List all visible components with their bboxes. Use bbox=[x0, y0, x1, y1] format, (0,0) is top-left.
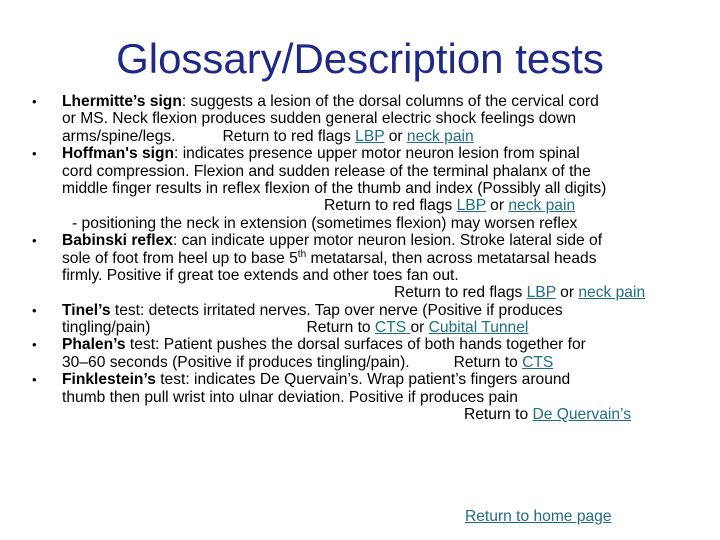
link-cts[interactable]: CTS bbox=[374, 319, 411, 337]
text-line bbox=[62, 319, 704, 336]
or-text: or bbox=[555, 284, 579, 302]
list-item-finklestein bbox=[32, 371, 704, 423]
return-text: Return to red flags bbox=[324, 197, 457, 215]
description-text: test: indicates De Quervain’s. Wrap patient’s fingers around bbox=[155, 371, 571, 389]
description-text: test: detects irritated nerves. Tap over nerve (Positive if produces bbox=[110, 301, 563, 319]
or-text: or bbox=[410, 319, 429, 337]
list-item-phalen bbox=[32, 336, 704, 371]
description-text: 30–60 seconds (Positive if produces tingling/pain). bbox=[62, 353, 410, 371]
description-text: tingling/pain) bbox=[62, 319, 151, 337]
separator: : bbox=[172, 232, 182, 250]
term-hoffman: Hoffman's sign bbox=[62, 145, 175, 163]
text-line bbox=[62, 336, 704, 353]
or-text: or bbox=[485, 197, 509, 215]
return-text: Return to red flags bbox=[394, 284, 527, 302]
separator: : bbox=[174, 145, 183, 163]
or-text: or bbox=[384, 127, 407, 145]
description-text: indicates presence upper motor neuron lesion from spinal bbox=[182, 145, 580, 163]
link-neck-pain[interactable]: neck pain bbox=[578, 284, 646, 302]
text-line bbox=[62, 232, 704, 249]
link-cubital-tunnel[interactable]: Cubital Tunnel bbox=[428, 319, 529, 337]
list-item-tinel bbox=[32, 302, 704, 337]
bullet: • bbox=[32, 146, 37, 162]
text-line bbox=[62, 354, 704, 371]
return-text: Return to red flags bbox=[222, 127, 356, 145]
text-line bbox=[62, 250, 704, 267]
return-line bbox=[62, 197, 704, 214]
return-text: Return to bbox=[453, 353, 523, 371]
bullet: • bbox=[32, 94, 37, 109]
list-item-babinski bbox=[32, 232, 704, 302]
text-line bbox=[62, 371, 704, 388]
description-text: can indicate upper motor neuron lesion. Stroke lateral side of bbox=[181, 232, 603, 250]
superscript: th bbox=[297, 248, 307, 260]
bullet: • bbox=[32, 337, 37, 353]
term-tinel: Tinel’s bbox=[62, 301, 111, 319]
bullet: • bbox=[32, 372, 37, 388]
link-lbp[interactable]: LBP bbox=[355, 127, 385, 145]
note-line: - positioning the neck in extension (sometimes flexion) may worsen reflex bbox=[72, 214, 578, 232]
description-text: suggests a lesion of the dorsal columns of the cervical cord bbox=[190, 93, 599, 110]
link-lbp[interactable]: LBP bbox=[456, 197, 486, 215]
text-line bbox=[62, 93, 704, 110]
description-text: metatarsal, then across metatarsal heads bbox=[306, 249, 597, 267]
link-de-quervains[interactable]: De Quervain’s bbox=[532, 406, 632, 424]
text-line: thumb then pull wrist into ulnar deviation. Positive if produces pain bbox=[62, 388, 518, 406]
description-text: sole of foot from heel up to base 5 bbox=[62, 249, 298, 267]
term-finklestein: Finklestein’s bbox=[62, 371, 156, 389]
separator: : bbox=[181, 93, 191, 110]
home-page-link[interactable]: Return to home page bbox=[465, 508, 612, 525]
term-phalen: Phalen’s bbox=[62, 336, 126, 354]
text-line: firmly. Positive if great toe extends and other toes fan out. bbox=[62, 266, 459, 284]
list-item-lhermitte bbox=[32, 93, 704, 145]
bullet: • bbox=[32, 302, 37, 318]
text-line: or MS. Neck flexion produces sudden general electric shock feelings down bbox=[62, 110, 576, 128]
text-line: cord compression. Flexion and sudden release of the terminal phalanx of the bbox=[62, 162, 591, 180]
link-neck-pain[interactable]: neck pain bbox=[406, 127, 474, 145]
return-text: Return to bbox=[464, 406, 533, 424]
term-lhermitte: Lhermitte’s sign bbox=[62, 93, 182, 110]
bullet: • bbox=[32, 233, 37, 249]
slide-title: Glossary/Description tests bbox=[116, 35, 604, 82]
return-line bbox=[62, 284, 704, 301]
description-text: test: Patient pushes the dorsal surfaces of both hands together for bbox=[125, 336, 586, 354]
description-text: arms/spine/legs. bbox=[62, 127, 176, 145]
link-cts[interactable]: CTS bbox=[522, 353, 554, 371]
list-item-hoffman bbox=[32, 145, 704, 232]
link-neck-pain[interactable]: neck pain bbox=[508, 197, 576, 215]
text-line bbox=[62, 302, 704, 319]
text-line bbox=[62, 128, 704, 145]
term-babinski: Babinski reflex bbox=[62, 232, 173, 250]
text-line: middle finger results in reflex flexion of the thumb and index (Possibly all digits) bbox=[62, 179, 607, 197]
test-list bbox=[32, 93, 704, 423]
return-line bbox=[62, 406, 704, 423]
link-lbp[interactable]: LBP bbox=[526, 284, 556, 302]
text-line bbox=[62, 145, 704, 162]
return-text: Return to bbox=[306, 319, 375, 337]
